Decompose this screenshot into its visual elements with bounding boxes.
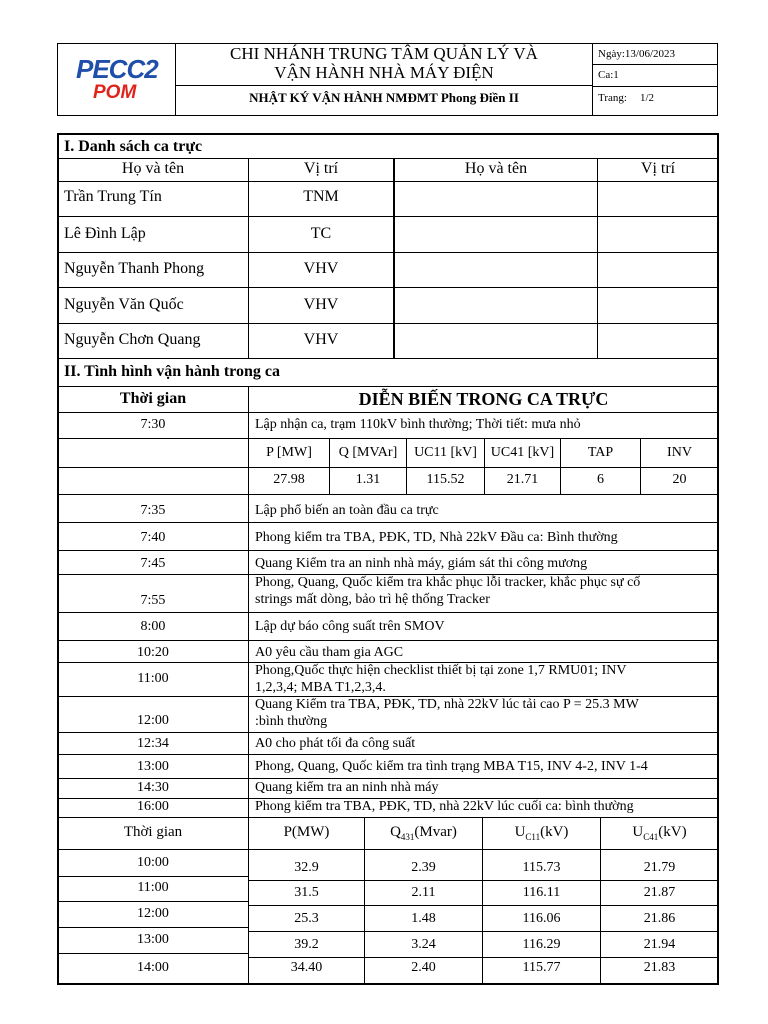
m-time: 12:00	[137, 906, 169, 921]
m-u11: 116.11	[522, 885, 561, 900]
event-time: 13:00	[137, 759, 169, 774]
event-text-cont: :bình thường	[255, 714, 328, 729]
event-time: 7:30	[140, 417, 166, 432]
m-u11: 115.73	[522, 860, 561, 875]
staff-role: TNM	[303, 188, 339, 205]
param-value-uc41: 21.71	[506, 472, 539, 487]
m-header-u11-unit: (kV)	[540, 824, 569, 840]
col-time-header: Thời gian	[119, 390, 187, 407]
m-header-q-unit: (Mvar)	[414, 824, 457, 840]
event-text: A0 yêu cầu tham gia AGC	[255, 645, 404, 660]
m-time: 11:00	[137, 880, 169, 895]
m-p: 25.3	[294, 911, 319, 926]
event-time: 16:00	[137, 799, 169, 814]
s2-header-bottom	[58, 412, 718, 413]
event-text: Phong, Quang, Quốc kiểm tra khắc phục lỗi tracker, khắc phục sự cố	[255, 575, 641, 590]
event-line	[58, 522, 718, 523]
event-line	[58, 550, 718, 551]
m-row-line	[58, 953, 248, 954]
event-text: Phong kiểm tra TBA, PĐK, TD, Nhà 22kV Đầu ca: Bình thường	[255, 530, 618, 545]
m-u41: 21.83	[643, 960, 676, 975]
org-title-line1: CHI NHÁNH TRUNG TÂM QUẢN LÝ VÀ	[230, 44, 538, 63]
staff-role: VHV	[303, 260, 339, 277]
m-row-line	[248, 880, 718, 881]
event-line	[58, 817, 718, 818]
event-time: 7:40	[140, 530, 166, 545]
s2-row-line	[58, 438, 718, 439]
s1-title-bottom	[58, 158, 718, 159]
m-time: 13:00	[137, 932, 169, 947]
header-divider-title	[175, 85, 592, 86]
m-u41: 21.79	[643, 860, 676, 875]
page-label: Trang:	[598, 92, 627, 104]
event-text: Quang Kiểm tra an ninh nhà máy, giám sát thi công mương	[255, 556, 588, 571]
event-line	[58, 778, 718, 779]
m-p: 31.5	[294, 885, 319, 900]
org-title-line2: VẬN HÀNH NHÀ MÁY ĐIỆN	[274, 63, 494, 82]
m-u11: 116.29	[522, 937, 561, 952]
staff-name: Trần Trung Tín	[64, 188, 162, 205]
param-header-tap: TAP	[587, 445, 614, 460]
m-time: 14:00	[137, 960, 169, 975]
section1-title: I. Danh sách ca trực	[64, 138, 203, 155]
s2-title-bottom	[58, 386, 718, 387]
event-text: Phong, Quang, Quốc kiểm tra tình trạng MBA T15, INV 4-2, INV 1-4	[255, 759, 648, 774]
event-text: Lập dự báo công suất trên SMOV	[255, 619, 445, 634]
event-line	[58, 612, 718, 613]
m-q: 2.11	[411, 885, 436, 900]
staff-role: TC	[310, 225, 332, 242]
page-number: 1/2	[640, 92, 655, 104]
m-header-u41-symbol: U	[632, 824, 644, 840]
pecc2-logo: PECC2	[76, 54, 158, 84]
event-time: 7:35	[140, 503, 166, 518]
event-time: 7:55	[140, 593, 166, 608]
event-text: A0 cho phát tối đa công suất	[255, 736, 416, 751]
param-value-q: 1.31	[355, 472, 381, 487]
param-value-tap: 6	[597, 472, 604, 487]
m-q: 2.39	[411, 860, 436, 875]
log-subtitle: NHẬT KÝ VẬN HÀNH NMĐMT Phong Điền II	[249, 90, 519, 105]
m-header-q-sub: 431	[400, 832, 415, 842]
event-text: Phong,Quốc thực hiện checklist thiết bị tại zone 1,7 RMU01; INV	[255, 663, 627, 678]
m-header-u11-sub: C11	[525, 832, 541, 842]
m-header-u41	[601, 824, 718, 842]
param-header-p: P [MW]	[266, 445, 312, 460]
event-time: 10:20	[137, 645, 169, 660]
m-row-line	[248, 905, 718, 906]
param-value-p: 27.98	[273, 472, 305, 487]
staff-role: VHV	[303, 331, 339, 348]
m-p: 34.40	[290, 960, 323, 975]
m-q: 3.24	[411, 937, 436, 952]
m-header-u11	[483, 824, 600, 842]
s1-row-line-1	[58, 216, 718, 217]
m-row-line	[58, 927, 248, 928]
s1-vline-3	[597, 158, 598, 358]
event-text-cont: 1,2,3,4; MBA T1,2,3,4.	[255, 680, 386, 695]
param-header-uc11: UC11 [kV]	[414, 445, 477, 460]
col-name-header: Họ và tên	[121, 160, 185, 177]
m-u11: 116.06	[522, 911, 561, 926]
m-row-line	[58, 901, 248, 902]
event-text: Lập nhận ca, trạm 110kV bình thường; Thời tiết: mưa nhỏ	[255, 417, 581, 432]
m-q: 2.40	[411, 960, 436, 975]
m-header-q-symbol: Q	[390, 824, 401, 840]
m-row-line	[248, 931, 718, 932]
s1-row-line-5	[58, 358, 718, 359]
m-header-q	[365, 824, 482, 842]
col-role-header: Vị trí	[303, 160, 339, 177]
event-line	[58, 754, 718, 755]
event-line	[58, 732, 718, 733]
event-time: 8:00	[140, 619, 166, 634]
m-q: 1.48	[411, 911, 436, 926]
param-row-bottom	[58, 494, 718, 495]
m-row-line	[248, 957, 718, 958]
m-header-u41-unit: (kV)	[658, 824, 687, 840]
staff-name: Nguyễn Chơn Quang	[64, 331, 201, 348]
m-u41: 21.94	[643, 937, 676, 952]
event-time: 7:45	[140, 556, 166, 571]
staff-name: Lê Đình Lập	[64, 225, 146, 242]
s1-row-line-2	[58, 252, 718, 253]
staff-role: VHV	[303, 296, 339, 313]
header-divider-right	[592, 43, 593, 116]
event-text: Quang kiểm tra an ninh nhà máy	[255, 780, 439, 795]
col-events-header: DIỄN BIẾN TRONG CA TRỰC	[358, 389, 609, 409]
s1-row-line-3	[58, 287, 718, 288]
m-header-bottom	[58, 849, 718, 850]
shift-field: Ca:1	[598, 69, 619, 81]
event-line	[58, 640, 718, 641]
staff-name: Nguyễn Văn Quốc	[64, 296, 184, 313]
col-name2-header: Họ và tên	[464, 160, 528, 177]
event-time: 12:34	[137, 736, 169, 751]
param-header-q: Q [MVAr]	[338, 445, 398, 460]
m-u41: 21.86	[643, 911, 676, 926]
section2-title: II. Tình hình vận hành trong ca	[64, 363, 280, 380]
s1-header-bottom	[58, 181, 718, 182]
param-header-uc41: UC41 [kV]	[490, 445, 555, 460]
pom-logo: POM	[93, 82, 137, 103]
param-value-inv: 20	[672, 472, 687, 487]
date-field: Ngày:13/06/2023	[598, 48, 675, 60]
m-header-u41-sub: C41	[643, 832, 659, 842]
m-row-line	[58, 876, 248, 877]
param-value-uc11: 115.52	[426, 472, 465, 487]
m-p: 32.9	[294, 860, 319, 875]
event-text: Phong kiểm tra TBA, PĐK, TD, nhà 22kV lúc cuối ca: bình thường	[255, 799, 634, 814]
m-u11: 115.77	[522, 960, 561, 975]
s1-vline-2	[393, 158, 395, 358]
m-header-time: Thời gian	[123, 824, 183, 840]
event-time: 12:00	[137, 713, 169, 728]
s1-row-line-4	[58, 323, 718, 324]
m-header-u11-symbol: U	[514, 824, 526, 840]
header-divider-info2	[592, 86, 718, 87]
event-time: 11:00	[137, 671, 169, 686]
col-role2-header: Vị trí	[640, 160, 676, 177]
m-p: 39.2	[294, 937, 319, 952]
param-header-inv: INV	[667, 445, 692, 460]
event-text-cont: strings mất dòng, bảo trì hệ thống Tracker	[255, 592, 490, 607]
m-time: 10:00	[137, 855, 169, 870]
m-u41: 21.87	[643, 885, 676, 900]
header-divider-info1	[592, 64, 718, 65]
m-header-p: P(MW)	[283, 824, 330, 840]
event-text: Quang Kiểm tra TBA, PĐK, TD, nhà 22kV lúc tải cao P = 25.3 MW	[255, 697, 639, 712]
param-row-mid	[58, 467, 718, 468]
event-time: 14:30	[137, 780, 169, 795]
staff-name: Nguyễn Thanh Phong	[64, 260, 205, 277]
event-text: Lập phổ biến an toàn đầu ca trực	[255, 503, 439, 518]
